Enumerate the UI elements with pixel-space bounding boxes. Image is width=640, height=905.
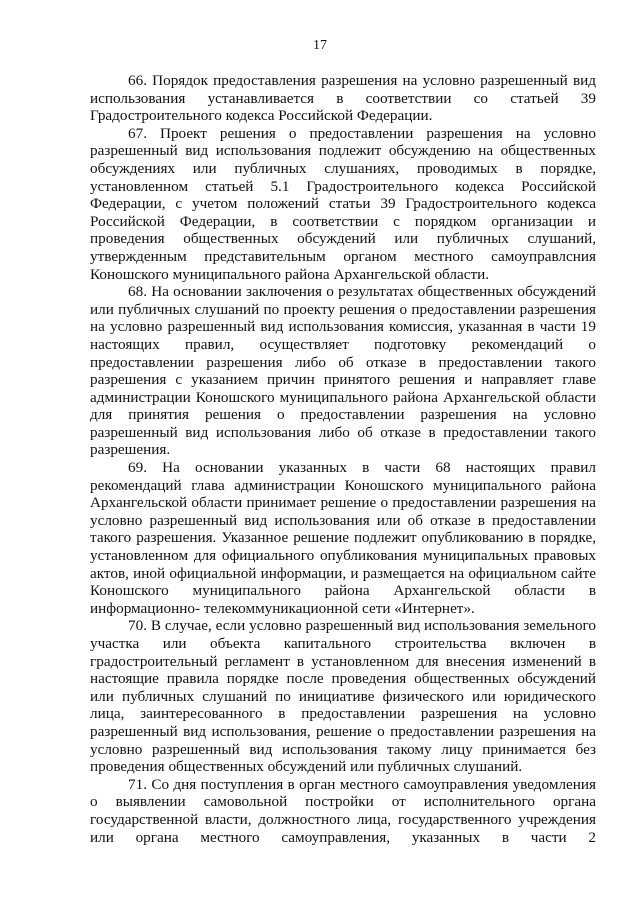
paragraph-66: 66. Порядок предоставления разрешения на условно разрешенный вид использования устанавливается в соответствии со статьей 39 Градостроительного кодекса Российской Федерации. bbox=[90, 72, 596, 125]
document-body bbox=[90, 72, 596, 846]
paragraph-69: 69. На основании указанных в части 68 настоящих правил рекомендаций глава администрации Коношского муниципального района Архангельской области принимает решение о предоставлении разрешения на условно разрешенный вид использования или об отказе в предоставлении такого разрешения. Указанное решение подлежит опубликованию в порядке, установленном для официального опубликования муниципальных правовых актов, иной официальной информации, и размещается на официальном сайте Коношского муниципального района Архангельской области в информационно- телекоммуникационной сети «Интернет». bbox=[90, 459, 596, 617]
paragraph-71: 71. Со дня поступления в орган местного самоуправления уведомления о выявлении самовольной постройки от исполнительного органа государственной власти, должностного лица, государственного учреждения или органа местного самоуправления, указанных в части 2 bbox=[90, 775, 596, 846]
page-number: 17 bbox=[313, 38, 327, 53]
paragraph-70: 70. В случае, если условно разрешенный вид использования земельного участка или объекта капитального строительства включен в градостроительный регламент в установленном для внесения изменений в настоящие правила порядке после проведения общественных обсуждений или публичных слушаний по инициативе физического или юридического лица, заинтересованного в предоставлении разрешения на условно разрешенный вид использования, решение о предоставлении разрешения на условно разрешенный вид использования такому лицу принимается без проведения общественных обсуждений или публичных слушаний. bbox=[90, 617, 596, 776]
paragraph-67: 67. Проект решения о предоставлении разрешения на условно разрешенный вид использования подлежит обсуждению на общественных обсуждениях или публичных слушаниях, проводимых в порядке, установленном статьей 5.1 Градостроительного кодекса Российской Федерации, с учетом положений статьи 39 Градостроительного кодекса Российской Федерации, в соответствии с порядком организации и проведения общественных обсуждений или публичных слушаний, утвержденным представительным органом местного самоуправлсния Коношского муниципального района Архангельской области. bbox=[90, 124, 596, 283]
paragraph-68: 68. На основании заключения о результатах общественных обсуждений или публичных слушаний по проекту решения о предоставлении разрешения на условно разрешенный вид использования комиссия, указанная в части 19 настоящих правил, осуществляет подготовку рекомендаций о предоставлении разрешения либо об отказе в предоставлении такого разрешения с указанием причин принятого решения и направляет главе администрации Коношского муниципального района Архангельской области для принятия решения о предоставлении разрешения на условно разрешенный вид использования либо об отказе в предоставлении такого разрешения. bbox=[90, 283, 596, 459]
